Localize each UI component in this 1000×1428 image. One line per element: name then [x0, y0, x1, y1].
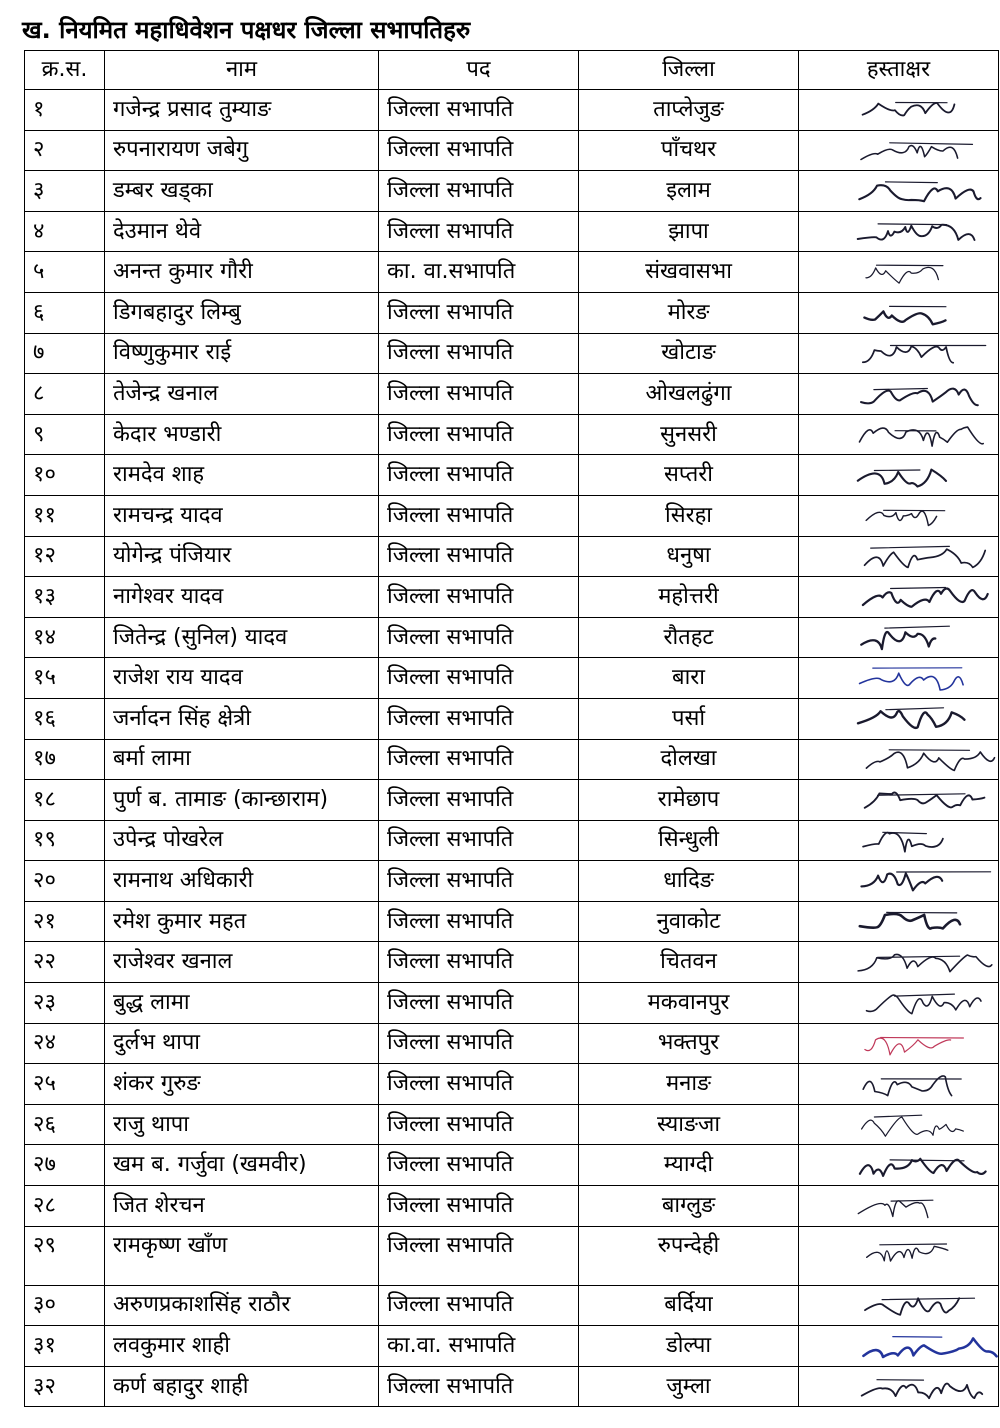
handwritten-signature — [847, 1025, 999, 1061]
serial-number-cell: २६ — [25, 1104, 105, 1145]
name-cell: देउमान थेवे — [105, 211, 379, 252]
table-row — [25, 698, 999, 739]
table-row — [25, 861, 999, 902]
handwritten-signature — [847, 173, 999, 209]
serial-number-cell: ३१ — [25, 1326, 105, 1367]
serial-number-cell: १२ — [25, 536, 105, 577]
district-cell: संखवासभा — [579, 252, 799, 293]
table-row — [25, 252, 999, 293]
handwritten-signature — [847, 701, 999, 737]
handwritten-signature — [847, 295, 999, 331]
name-cell: अरुणप्रकाशसिंह राठौर — [105, 1285, 379, 1326]
district-cell: मनाङ — [579, 1064, 799, 1105]
handwritten-signature — [847, 254, 999, 290]
signature-cell — [799, 211, 999, 252]
header-post: पद — [379, 51, 579, 90]
post-cell: जिल्ला सभापति — [379, 1023, 579, 1064]
signature-cell — [799, 90, 999, 131]
table-row — [25, 1326, 999, 1367]
name-cell: डिगबहादुर लिम्बु — [105, 292, 379, 333]
serial-number-cell: २७ — [25, 1145, 105, 1186]
handwritten-signature — [847, 132, 999, 168]
table-header-row — [25, 51, 999, 90]
table-row — [25, 739, 999, 780]
handwritten-signature — [847, 1107, 999, 1143]
table-row — [25, 1145, 999, 1186]
signature-cell — [799, 495, 999, 536]
signature-cell — [799, 901, 999, 942]
signature-cell — [799, 698, 999, 739]
table-row — [25, 374, 999, 415]
name-cell: खम ब. गर्जुवा (खमवीर) — [105, 1145, 379, 1186]
handwritten-signature — [847, 1233, 999, 1269]
table-row — [25, 1226, 999, 1285]
handwritten-signature — [847, 1066, 999, 1102]
handwritten-signature — [847, 1287, 999, 1323]
district-cell: पाँचथर — [579, 130, 799, 171]
signature-cell — [799, 861, 999, 902]
post-cell: जिल्ला सभापति — [379, 414, 579, 455]
serial-number-cell: १४ — [25, 617, 105, 658]
signature-cell — [799, 414, 999, 455]
signature-cell — [799, 1326, 999, 1367]
header-district: जिल्ला — [579, 51, 799, 90]
signature-cell — [799, 130, 999, 171]
post-cell: जिल्ला सभापति — [379, 333, 579, 374]
table-row — [25, 780, 999, 821]
district-cell: रुपन्देही — [579, 1226, 799, 1285]
post-cell: जिल्ला सभापति — [379, 983, 579, 1024]
post-cell: जिल्ला सभापति — [379, 90, 579, 131]
post-cell: जिल्ला सभापति — [379, 1104, 579, 1145]
signature-cell — [799, 171, 999, 212]
handwritten-signature — [847, 1147, 999, 1183]
table-row — [25, 658, 999, 699]
signature-cell — [799, 455, 999, 496]
district-cell: रामेछाप — [579, 780, 799, 821]
name-cell: पुर्ण ब. तामाङ (कान्छाराम) — [105, 780, 379, 821]
table-row — [25, 901, 999, 942]
signature-cell — [799, 1226, 999, 1285]
name-cell: शंकर गुरुङ — [105, 1064, 379, 1105]
serial-number-cell: ३ — [25, 171, 105, 212]
name-cell: रामकृष्ण खाँण — [105, 1226, 379, 1285]
district-cell: नुवाकोट — [579, 901, 799, 942]
serial-number-cell: ३२ — [25, 1366, 105, 1407]
serial-number-cell: ९ — [25, 414, 105, 455]
signature-cell — [799, 617, 999, 658]
handwritten-signature — [847, 457, 999, 493]
signature-cell — [799, 1285, 999, 1326]
signature-cell — [799, 1023, 999, 1064]
signature-cell — [799, 333, 999, 374]
table-row — [25, 983, 999, 1024]
district-cell: चितवन — [579, 942, 799, 983]
name-cell: योगेन्द्र पंजियार — [105, 536, 379, 577]
name-cell: नागेश्वर यादव — [105, 577, 379, 618]
name-cell: राजेश्वर खनाल — [105, 942, 379, 983]
post-cell: जिल्ला सभापति — [379, 698, 579, 739]
serial-number-cell: १५ — [25, 658, 105, 699]
handwritten-signature — [847, 904, 999, 940]
page-title: ख. नियमित महाधिवेशन पक्षधर जिल्ला सभापतिहरु — [22, 16, 471, 44]
table-row — [25, 1285, 999, 1326]
name-cell: रुपनारायण जबेगु — [105, 130, 379, 171]
post-cell: जिल्ला सभापति — [379, 374, 579, 415]
table-row — [25, 211, 999, 252]
serial-number-cell: ६ — [25, 292, 105, 333]
serial-number-cell: ११ — [25, 495, 105, 536]
handwritten-signature — [847, 417, 999, 453]
post-cell: जिल्ला सभापति — [379, 1285, 579, 1326]
signature-cell — [799, 577, 999, 618]
serial-number-cell: १ — [25, 90, 105, 131]
table-row — [25, 130, 999, 171]
signature-cell — [799, 1104, 999, 1145]
district-cell: पर्सा — [579, 698, 799, 739]
name-cell: जर्नादन सिंह क्षेत्री — [105, 698, 379, 739]
name-cell: राजु थापा — [105, 1104, 379, 1145]
district-cell: बर्दिया — [579, 1285, 799, 1326]
header-name: नाम — [105, 51, 379, 90]
handwritten-signature — [847, 1369, 999, 1405]
signature-cell — [799, 292, 999, 333]
serial-number-cell: ५ — [25, 252, 105, 293]
post-cell: जिल्ला सभापति — [379, 780, 579, 821]
name-cell: रमेश कुमार महत — [105, 901, 379, 942]
table-row — [25, 414, 999, 455]
signature-cell — [799, 1064, 999, 1105]
handwritten-signature — [847, 741, 999, 777]
name-cell: लवकुमार शाही — [105, 1326, 379, 1367]
handwritten-signature — [847, 620, 999, 656]
post-cell: जिल्ला सभापति — [379, 130, 579, 171]
serial-number-cell: ३० — [25, 1285, 105, 1326]
serial-number-cell: २ — [25, 130, 105, 171]
handwritten-signature — [847, 376, 999, 412]
table-row — [25, 617, 999, 658]
table-row — [25, 536, 999, 577]
serial-number-cell: २२ — [25, 942, 105, 983]
signature-cell — [799, 658, 999, 699]
serial-number-cell: २३ — [25, 983, 105, 1024]
post-cell: जिल्ला सभापति — [379, 739, 579, 780]
district-cell: धनुषा — [579, 536, 799, 577]
post-cell: जिल्ला सभापति — [379, 861, 579, 902]
serial-number-cell: २५ — [25, 1064, 105, 1105]
handwritten-signature — [847, 822, 999, 858]
serial-number-cell: १९ — [25, 820, 105, 861]
district-cell: डोल्पा — [579, 1326, 799, 1367]
post-cell: जिल्ला सभापति — [379, 1366, 579, 1407]
serial-number-cell: १६ — [25, 698, 105, 739]
handwritten-signature — [847, 538, 999, 574]
district-cell: भक्तपुर — [579, 1023, 799, 1064]
table-row — [25, 333, 999, 374]
post-cell: जिल्ला सभापति — [379, 455, 579, 496]
table-row — [25, 1104, 999, 1145]
district-cell: ओखलढुंगा — [579, 374, 799, 415]
name-cell: उपेन्द्र पोखरेल — [105, 820, 379, 861]
district-cell: स्याङजा — [579, 1104, 799, 1145]
district-cell: म्याग्दी — [579, 1145, 799, 1186]
post-cell: जिल्ला सभापति — [379, 820, 579, 861]
header-serial-number: क्र.स. — [25, 51, 105, 90]
signature-cell — [799, 1366, 999, 1407]
name-cell: रामदेव शाह — [105, 455, 379, 496]
table-row — [25, 495, 999, 536]
handwritten-signature — [847, 863, 999, 899]
name-cell: बर्मा लामा — [105, 739, 379, 780]
name-cell: जित शेरचन — [105, 1186, 379, 1227]
table-row — [25, 1186, 999, 1227]
handwritten-signature — [847, 579, 999, 615]
handwritten-signature — [847, 92, 999, 128]
table-row — [25, 455, 999, 496]
header-signature: हस्ताक्षर — [799, 51, 999, 90]
name-cell: रामचन्द्र यादव — [105, 495, 379, 536]
district-cell: मोरङ — [579, 292, 799, 333]
post-cell: जिल्ला सभापति — [379, 577, 579, 618]
signature-cell — [799, 536, 999, 577]
name-cell: केदार भण्डारी — [105, 414, 379, 455]
handwritten-signature — [847, 214, 999, 250]
district-cell: इलाम — [579, 171, 799, 212]
district-cell: जुम्ला — [579, 1366, 799, 1407]
serial-number-cell: ४ — [25, 211, 105, 252]
handwritten-signature — [847, 985, 999, 1021]
post-cell: का. वा.सभापति — [379, 252, 579, 293]
serial-number-cell: २९ — [25, 1226, 105, 1285]
district-cell: दोलखा — [579, 739, 799, 780]
serial-number-cell: १० — [25, 455, 105, 496]
signature-cell — [799, 820, 999, 861]
post-cell: जिल्ला सभापति — [379, 901, 579, 942]
name-cell: अनन्त कुमार गौरी — [105, 252, 379, 293]
table-row — [25, 1064, 999, 1105]
district-cell: बाग्लुङ — [579, 1186, 799, 1227]
serial-number-cell: २४ — [25, 1023, 105, 1064]
district-cell: रौतहट — [579, 617, 799, 658]
district-cell: खोटाङ — [579, 333, 799, 374]
district-cell: सिन्धुली — [579, 820, 799, 861]
handwritten-signature — [847, 498, 999, 534]
name-cell: डम्बर खड्का — [105, 171, 379, 212]
post-cell: का.वा. सभापति — [379, 1326, 579, 1367]
serial-number-cell: १७ — [25, 739, 105, 780]
serial-number-cell: १३ — [25, 577, 105, 618]
signature-cell — [799, 942, 999, 983]
post-cell: जिल्ला सभापति — [379, 495, 579, 536]
district-cell: धादिङ — [579, 861, 799, 902]
signature-cell — [799, 1145, 999, 1186]
handwritten-signature — [847, 1188, 999, 1224]
district-cell: सप्तरी — [579, 455, 799, 496]
post-cell: जिल्ला सभापति — [379, 658, 579, 699]
serial-number-cell: २० — [25, 861, 105, 902]
table-row — [25, 171, 999, 212]
name-cell: तेजेन्द्र खनाल — [105, 374, 379, 415]
district-cell: महोत्तरी — [579, 577, 799, 618]
signature-cell — [799, 983, 999, 1024]
table-row — [25, 292, 999, 333]
district-cell: सुनसरी — [579, 414, 799, 455]
name-cell: राजेश राय यादव — [105, 658, 379, 699]
post-cell: जिल्ला सभापति — [379, 1226, 579, 1285]
post-cell: जिल्ला सभापति — [379, 171, 579, 212]
handwritten-signature — [847, 944, 999, 980]
serial-number-cell: १८ — [25, 780, 105, 821]
name-cell: रामनाथ अधिकारी — [105, 861, 379, 902]
name-cell: विष्णुकुमार राई — [105, 333, 379, 374]
name-cell: कर्ण बहादुर शाही — [105, 1366, 379, 1407]
table-body — [25, 90, 999, 1407]
district-cell: सिरहा — [579, 495, 799, 536]
serial-number-cell: २१ — [25, 901, 105, 942]
district-cell: बारा — [579, 658, 799, 699]
signature-cell — [799, 780, 999, 821]
table-row — [25, 90, 999, 131]
district-cell: झापा — [579, 211, 799, 252]
post-cell: जिल्ला सभापति — [379, 617, 579, 658]
chairpersons-table — [24, 50, 999, 1407]
serial-number-cell: ७ — [25, 333, 105, 374]
district-cell: ताप्लेजुङ — [579, 90, 799, 131]
post-cell: जिल्ला सभापति — [379, 292, 579, 333]
handwritten-signature — [847, 1328, 999, 1364]
handwritten-signature — [847, 335, 999, 371]
table-row — [25, 1366, 999, 1407]
district-cell: मकवानपुर — [579, 983, 799, 1024]
table-row — [25, 577, 999, 618]
post-cell: जिल्ला सभापति — [379, 211, 579, 252]
signature-cell — [799, 739, 999, 780]
post-cell: जिल्ला सभापति — [379, 1064, 579, 1105]
table-row — [25, 820, 999, 861]
post-cell: जिल्ला सभापति — [379, 1186, 579, 1227]
post-cell: जिल्ला सभापति — [379, 942, 579, 983]
post-cell: जिल्ला सभापति — [379, 536, 579, 577]
post-cell: जिल्ला सभापति — [379, 1145, 579, 1186]
serial-number-cell: ८ — [25, 374, 105, 415]
name-cell: गजेन्द्र प्रसाद तुम्याङ — [105, 90, 379, 131]
name-cell: दुर्लभ थापा — [105, 1023, 379, 1064]
signature-cell — [799, 1186, 999, 1227]
handwritten-signature — [847, 782, 999, 818]
name-cell: बुद्ध लामा — [105, 983, 379, 1024]
signature-cell — [799, 252, 999, 293]
signature-cell — [799, 374, 999, 415]
name-cell: जितेन्द्र (सुनिल) यादव — [105, 617, 379, 658]
serial-number-cell: २८ — [25, 1186, 105, 1227]
table-row — [25, 942, 999, 983]
handwritten-signature — [847, 660, 999, 696]
table-row — [25, 1023, 999, 1064]
